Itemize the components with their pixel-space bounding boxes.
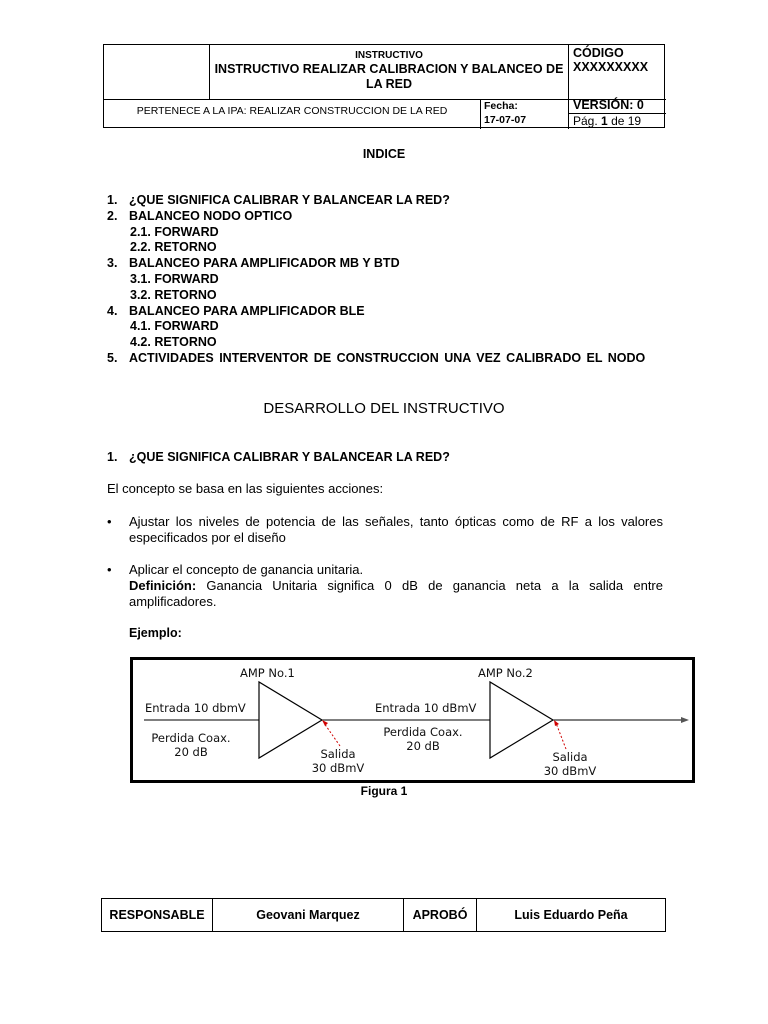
responsible-name: Geovani Marquez [213,899,404,931]
version: VERSIÓN: 0 [573,98,644,112]
output2-value: 30 dBmV [543,764,597,778]
loss2-value: 20 dB [406,739,440,753]
loss1-label: Perdida Coax. [151,731,231,745]
date-label: Fecha: [484,100,518,112]
input2-label: Entrada 10 dBmV [375,701,477,715]
index-list [107,193,662,367]
section-title: DESARROLLO DEL INSTRUCTIVO [263,400,505,417]
loss2-label: Perdida Coax. [383,725,463,739]
doc-title: INSTRUCTIVO REALIZAR CALIBRACION Y BALANCEO DE LA RED [214,62,564,91]
index-subitem: 4.2. RETORNO [130,335,217,350]
code-label: CÓDIGO [573,46,624,60]
doc-type: INSTRUCTIVO [355,50,423,61]
belongs-to: PERTENECE A LA IPA: REALIZAR CONSTRUCCION DE LA RED [136,105,448,117]
output1-label: Salida [320,747,356,761]
index-item: 2. BALANCEO NODO OPTICO [107,208,293,223]
amp1-label: AMP No.1 [240,666,295,680]
bullet-icon: • [107,514,112,529]
output1-value: 30 dBmV [311,761,365,775]
amplifier-icon [259,682,322,758]
index-subitem: 2.2. RETORNO [130,240,217,255]
index-title: INDICE [362,147,406,161]
signature-table [101,898,666,932]
code-value: XXXXXXXXX [573,60,649,74]
figure-box [130,657,695,783]
pointer-arrow-head-icon [322,720,328,726]
index-subitem: 2.1. FORWARD [130,224,219,239]
approved-name: Luis Eduardo Peña [514,908,628,922]
section1-heading: 1. ¿QUE SIGNIFICA CALIBRAR Y BALANCEAR LA RED? [107,450,450,464]
header-table [103,44,665,128]
index-item: 4. BALANCEO PARA AMPLIFICADOR BLE [107,303,365,318]
loss1-value: 20 dB [174,745,208,759]
pointer-arrow [324,723,340,746]
page-indicator: Pág. 1 de 19 [573,114,642,128]
amplifier-icon [490,682,553,758]
index-subitem: 3.1. FORWARD [130,271,219,286]
index-subitem: 4.1. FORWARD [130,319,219,334]
responsible-label: RESPONSABLE [102,899,213,931]
example-label: Ejemplo: [129,626,182,640]
bullet-item [107,562,663,610]
index-item: 1. ¿QUE SIGNIFICA CALIBRAR Y BALANCEAR LA RED? [107,193,450,207]
arrow-head-icon [681,717,689,723]
pointer-arrow [556,723,566,749]
figure-caption: Figura 1 [360,784,408,798]
approved-label: APROBÓ [404,899,477,931]
pointer-arrow-head-icon [554,720,559,726]
index-item: 3. BALANCEO PARA AMPLIFICADOR MB Y BTD [107,256,400,271]
divider [480,99,481,129]
bullet-text: Aplicar el concepto de ganancia unitaria. [129,562,364,577]
definition: Definición: Ganancia Unitaria significa 0 dB de ganancia neta a la salida entre amplificadores. [129,578,663,609]
date-value: 17-07-07 [484,114,527,126]
output2-label: Salida [552,750,588,764]
section1-intro: El concepto se basa en las siguientes acciones: [107,481,384,496]
divider [568,45,569,129]
amp2-label: AMP No.2 [478,666,533,680]
amplifier-diagram [133,660,692,780]
bullet-item: • Ajustar los niveles de potencia de las señales, tanto ópticas como de RF a los valores especificados por el diseño [107,514,663,545]
index-item: 5. ACTIVIDADES INTERVENTOR DE CONSTRUCCION UNA VEZ CALIBRADO EL NODO [107,350,646,365]
bullet-icon: • [107,562,112,577]
index-subitem: 3.2. RETORNO [130,287,217,302]
input1-label: Entrada 10 dbmV [145,701,246,715]
